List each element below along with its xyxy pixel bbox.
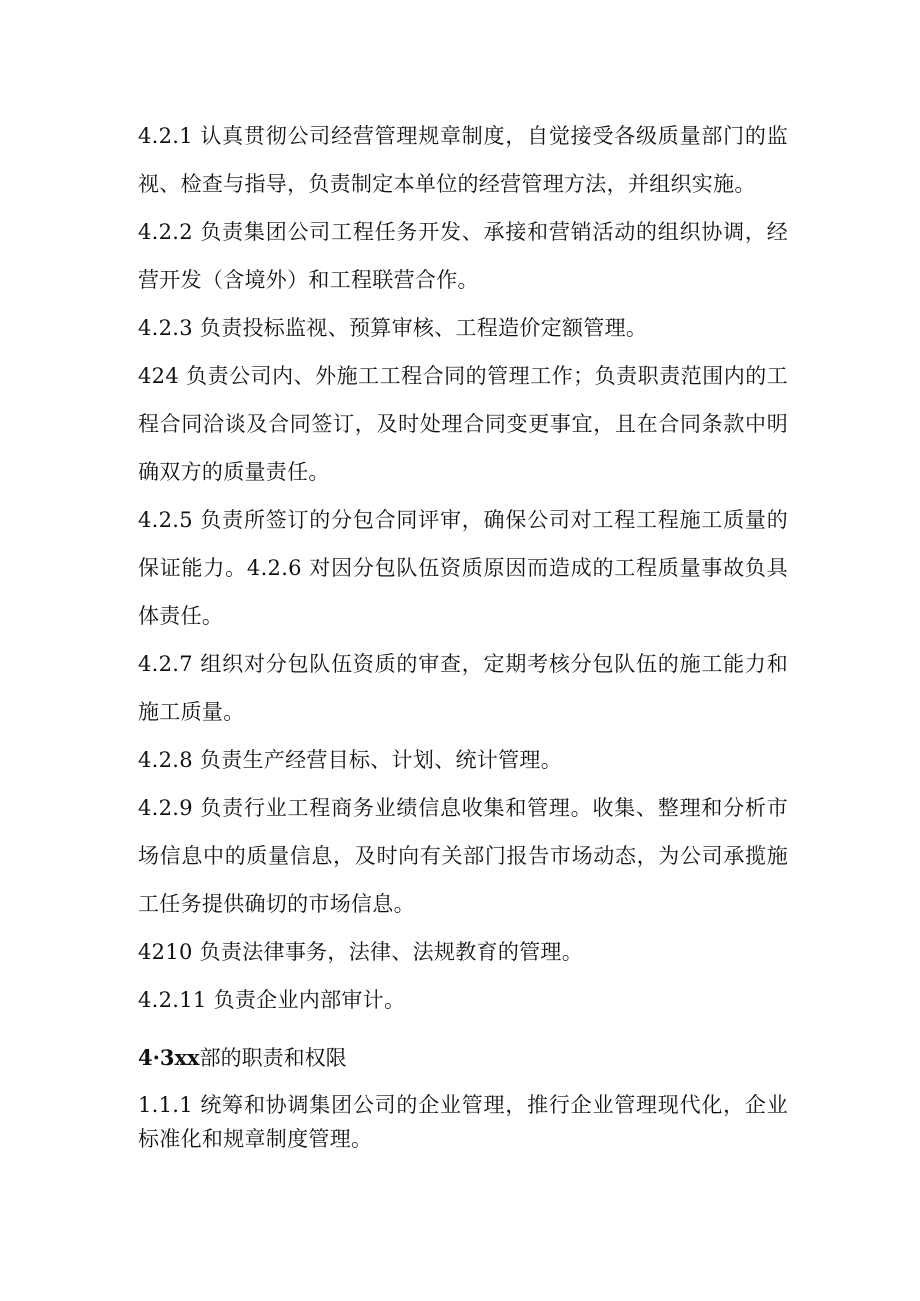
section-heading-number: 4·3xx bbox=[138, 1045, 200, 1070]
paragraph-4-2-10: 4210 负责法律事务，法律、法规教育的管理。 bbox=[138, 940, 584, 964]
paragraph-4-2-3: 4.2.3 负责投标监视、预算审核、工程造价定额管理。 bbox=[138, 316, 648, 340]
document-page bbox=[138, 112, 788, 1156]
paragraph-4-2-9: 4.2.9 负责行业工程商务业绩信息收集和管理。收集、整理和分析市场信息中的质量信息，及时向有关部门报告市场动态，为公司承揽施工任务提供确切的市场信息。 bbox=[138, 796, 788, 916]
paragraph-4-2-11: 4.2.11 负责企业内部审计。 bbox=[138, 988, 406, 1012]
paragraph-4-2-5: 4.2.5 负责所签订的分包合同评审，确保公司对工程工程施工质量的保证能力。4.2.6 对因分包队伍资质原因而造成的工程质量事故负具体责任。 bbox=[138, 508, 788, 628]
paragraph-4-2-4: 424 负责公司内、外施工工程合同的管理工作；负责职责范围内的工程合同洽谈及合同签订，及时处理合同变更事宜，且在合同条款中明确双方的质量责任。 bbox=[138, 364, 788, 484]
paragraph-4-2-7: 4.2.7 组织对分包队伍资质的审查，定期考核分包队伍的施工能力和施工质量。 bbox=[138, 652, 788, 724]
paragraph-4-2-8: 4.2.8 负责生产经营目标、计划、统计管理。 bbox=[138, 748, 563, 772]
paragraph-1-1-1: 1.1.1 统筹和协调集团公司的企业管理，推行企业管理现代化，企业标准化和规章制度管理。 bbox=[138, 1093, 788, 1151]
section-heading-title: 部的职责和权限 bbox=[199, 1046, 347, 1070]
section-heading bbox=[138, 1034, 788, 1082]
paragraph-4-2-2: 4.2.2 负责集团公司工程任务开发、承接和营销活动的组织协调，经营开发（含境外）和工程联营合作。 bbox=[138, 220, 788, 292]
paragraph-4-2-1: 4.2.1 认真贯彻公司经营管理规章制度，自觉接受各级质量部门的监视、检查与指导，负责制定本单位的经营管理方法，并组织实施。 bbox=[138, 124, 788, 196]
